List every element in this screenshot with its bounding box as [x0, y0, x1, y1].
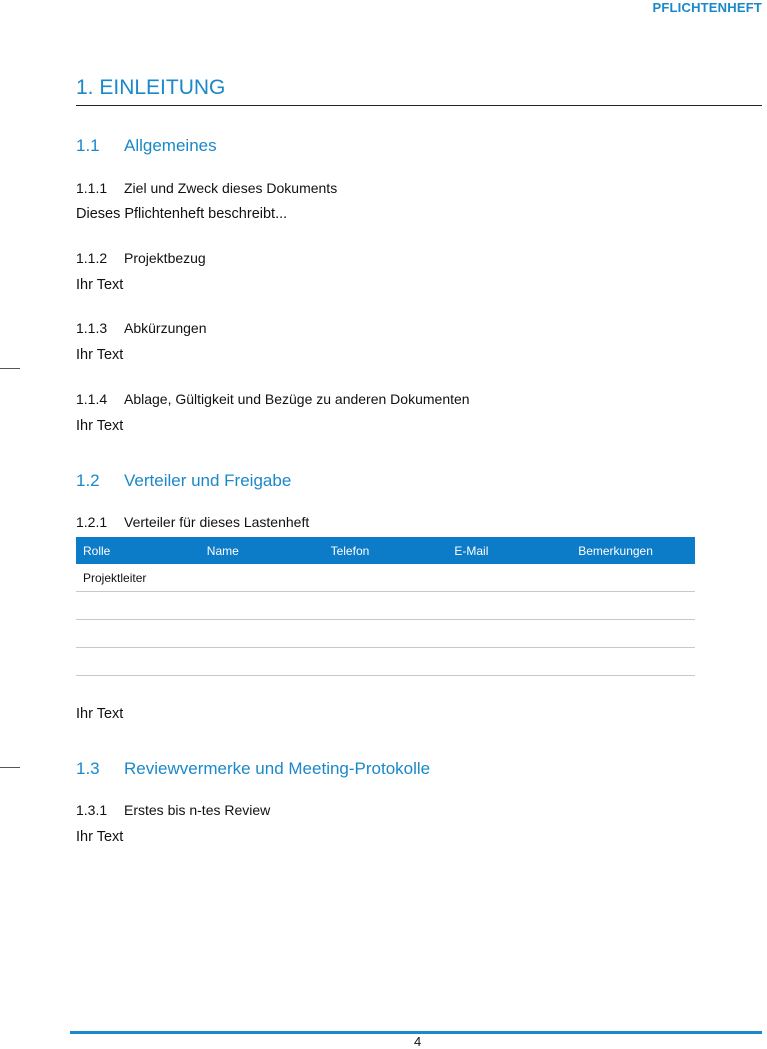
section-number: 1.2	[76, 471, 100, 490]
table-row	[76, 564, 695, 592]
table-header-row	[76, 537, 695, 564]
margin-mark	[0, 767, 20, 768]
section-title: Verteiler und Freigabe	[124, 471, 292, 490]
subsection-number: 1.1.1	[76, 180, 108, 196]
subsection-number: 1.1.2	[76, 250, 108, 266]
section-title: Reviewvermerke und Meeting-Protokolle	[124, 759, 431, 778]
section-heading-1-1	[76, 136, 217, 156]
running-header: PFLICHTENHEFT	[652, 0, 762, 15]
table-header-cell: Rolle	[83, 543, 111, 558]
section-title: Allgemeines	[124, 136, 217, 155]
distribution-table	[76, 537, 695, 676]
body-paragraph: Ihr Text	[76, 418, 124, 434]
body-paragraph: Ihr Text	[76, 277, 124, 293]
subsection-heading-1-1-2	[76, 250, 206, 266]
subsection-heading-1-1-4	[76, 391, 470, 407]
subsection-title: Projektbezug	[124, 250, 206, 266]
subsection-number: 1.2.1	[76, 514, 108, 530]
chapter-heading: 1. EINLEITUNG	[76, 76, 226, 99]
subsection-number: 1.3.1	[76, 802, 108, 818]
margin-mark	[0, 368, 20, 369]
page-number: 4	[414, 1034, 422, 1049]
body-paragraph: Ihr Text	[76, 706, 124, 722]
table-row	[76, 648, 695, 676]
section-number: 1.3	[76, 759, 100, 778]
subsection-title: Ablage, Gültigkeit und Bezüge zu anderen Dokumenten	[124, 391, 470, 407]
body-paragraph: Ihr Text	[76, 829, 124, 845]
body-paragraph: Ihr Text	[76, 347, 124, 363]
chapter-rule	[76, 105, 762, 106]
table-header-cell: Name	[206, 543, 239, 558]
subsection-heading-1-2-1	[76, 514, 309, 530]
subsection-title: Ziel und Zweck dieses Dokuments	[124, 180, 338, 196]
section-heading-1-3	[76, 759, 430, 779]
subsection-title: Abkürzungen	[124, 320, 207, 336]
table-header-cell: Bemerkungen	[578, 543, 653, 558]
section-heading-1-2	[76, 471, 291, 491]
subsection-title: Erstes bis n-tes Review	[124, 802, 271, 818]
table-header-cell: Telefon	[330, 543, 370, 558]
section-number: 1.1	[76, 136, 100, 155]
table-cell: Projektleiter	[83, 570, 147, 585]
table-row	[76, 592, 695, 620]
table-row	[76, 620, 695, 648]
subsection-number: 1.1.4	[76, 391, 108, 407]
body-paragraph: Dieses Pflichtenheft beschreibt...	[76, 206, 288, 222]
subsection-heading-1-3-1	[76, 802, 270, 818]
subsection-heading-1-1-3	[76, 320, 207, 336]
table-header-cell: E-Mail	[454, 543, 489, 558]
subsection-heading-1-1-1	[76, 180, 337, 196]
subsection-number: 1.1.3	[76, 320, 108, 336]
subsection-title: Verteiler für dieses Lastenheft	[124, 514, 310, 530]
